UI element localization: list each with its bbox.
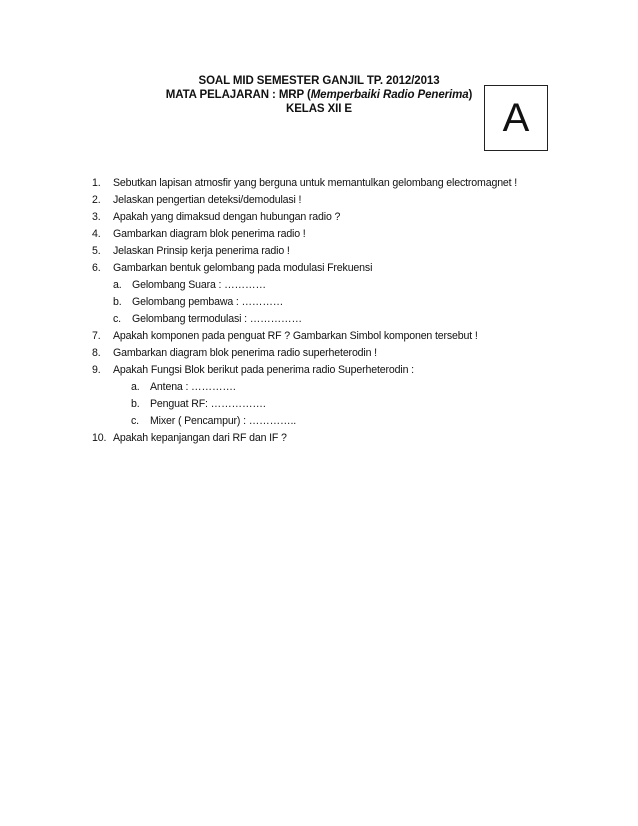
subject-prefix: MATA PELAJARAN : MRP (	[165, 89, 311, 101]
subject-name: Memperbaiki Radio Penerima	[310, 89, 469, 101]
sub-question-text: Mixer ( Pencampur) : …………..	[150, 415, 297, 427]
question-number: 8.	[92, 347, 101, 359]
variant-letter: A	[502, 95, 530, 140]
question-number: 4.	[92, 228, 101, 240]
question-text: Gambarkan diagram blok penerima radio superheterodin !	[113, 347, 377, 359]
question-text: Apakah Fungsi Blok berikut pada penerima radio Superheterodin :	[113, 364, 414, 376]
question-number: 3.	[92, 211, 101, 223]
question-number: 6.	[92, 262, 101, 274]
sub-question-letter: b.	[113, 296, 122, 308]
subject-suffix: )	[468, 89, 473, 101]
sub-question-letter: b.	[131, 398, 140, 410]
question-number: 1.	[92, 177, 101, 189]
question-text: Gambarkan bentuk gelombang pada modulasi Frekuensi	[113, 262, 373, 274]
question-number: 7.	[92, 330, 101, 342]
variant-box	[484, 85, 548, 151]
question-text: Apakah komponen pada penguat RF ? Gambarkan Simbol komponen tersebut !	[113, 330, 478, 342]
question-text: Jelaskan pengertian deteksi/demodulasi !	[113, 194, 302, 206]
sub-question-text: Penguat RF: …………….	[150, 398, 266, 410]
sub-question-text: Gelombang termodulasi : ……………	[132, 313, 302, 325]
question-text: Apakah yang dimaksud dengan hubungan radio ?	[113, 211, 341, 223]
question-number: 2.	[92, 194, 101, 206]
question-number: 9.	[92, 364, 101, 376]
sub-question-text: Gelombang pembawa : …………	[132, 296, 284, 308]
question-text: Gambarkan diagram blok penerima radio !	[113, 228, 306, 240]
sub-question-letter: a.	[131, 381, 140, 393]
question-text: Sebutkan lapisan atmosfir yang berguna untuk memantulkan gelombang electromagnet !	[113, 177, 518, 189]
sub-question-text: Gelombang Suara : …………	[132, 279, 266, 291]
class-line: KELAS XII E	[286, 103, 352, 115]
exam-title: SOAL MID SEMESTER GANJIL TP. 2012/2013	[198, 75, 440, 87]
sub-question-letter: c.	[131, 415, 139, 427]
question-text: Apakah kepanjangan dari RF dan IF ?	[113, 432, 287, 444]
sub-question-text: Antena : ………….	[150, 381, 236, 393]
question-text: Jelaskan Prinsip kerja penerima radio !	[113, 245, 290, 257]
sub-question-letter: c.	[113, 313, 121, 325]
question-number: 5.	[92, 245, 101, 257]
question-number: 10.	[92, 432, 107, 444]
sub-question-letter: a.	[113, 279, 122, 291]
